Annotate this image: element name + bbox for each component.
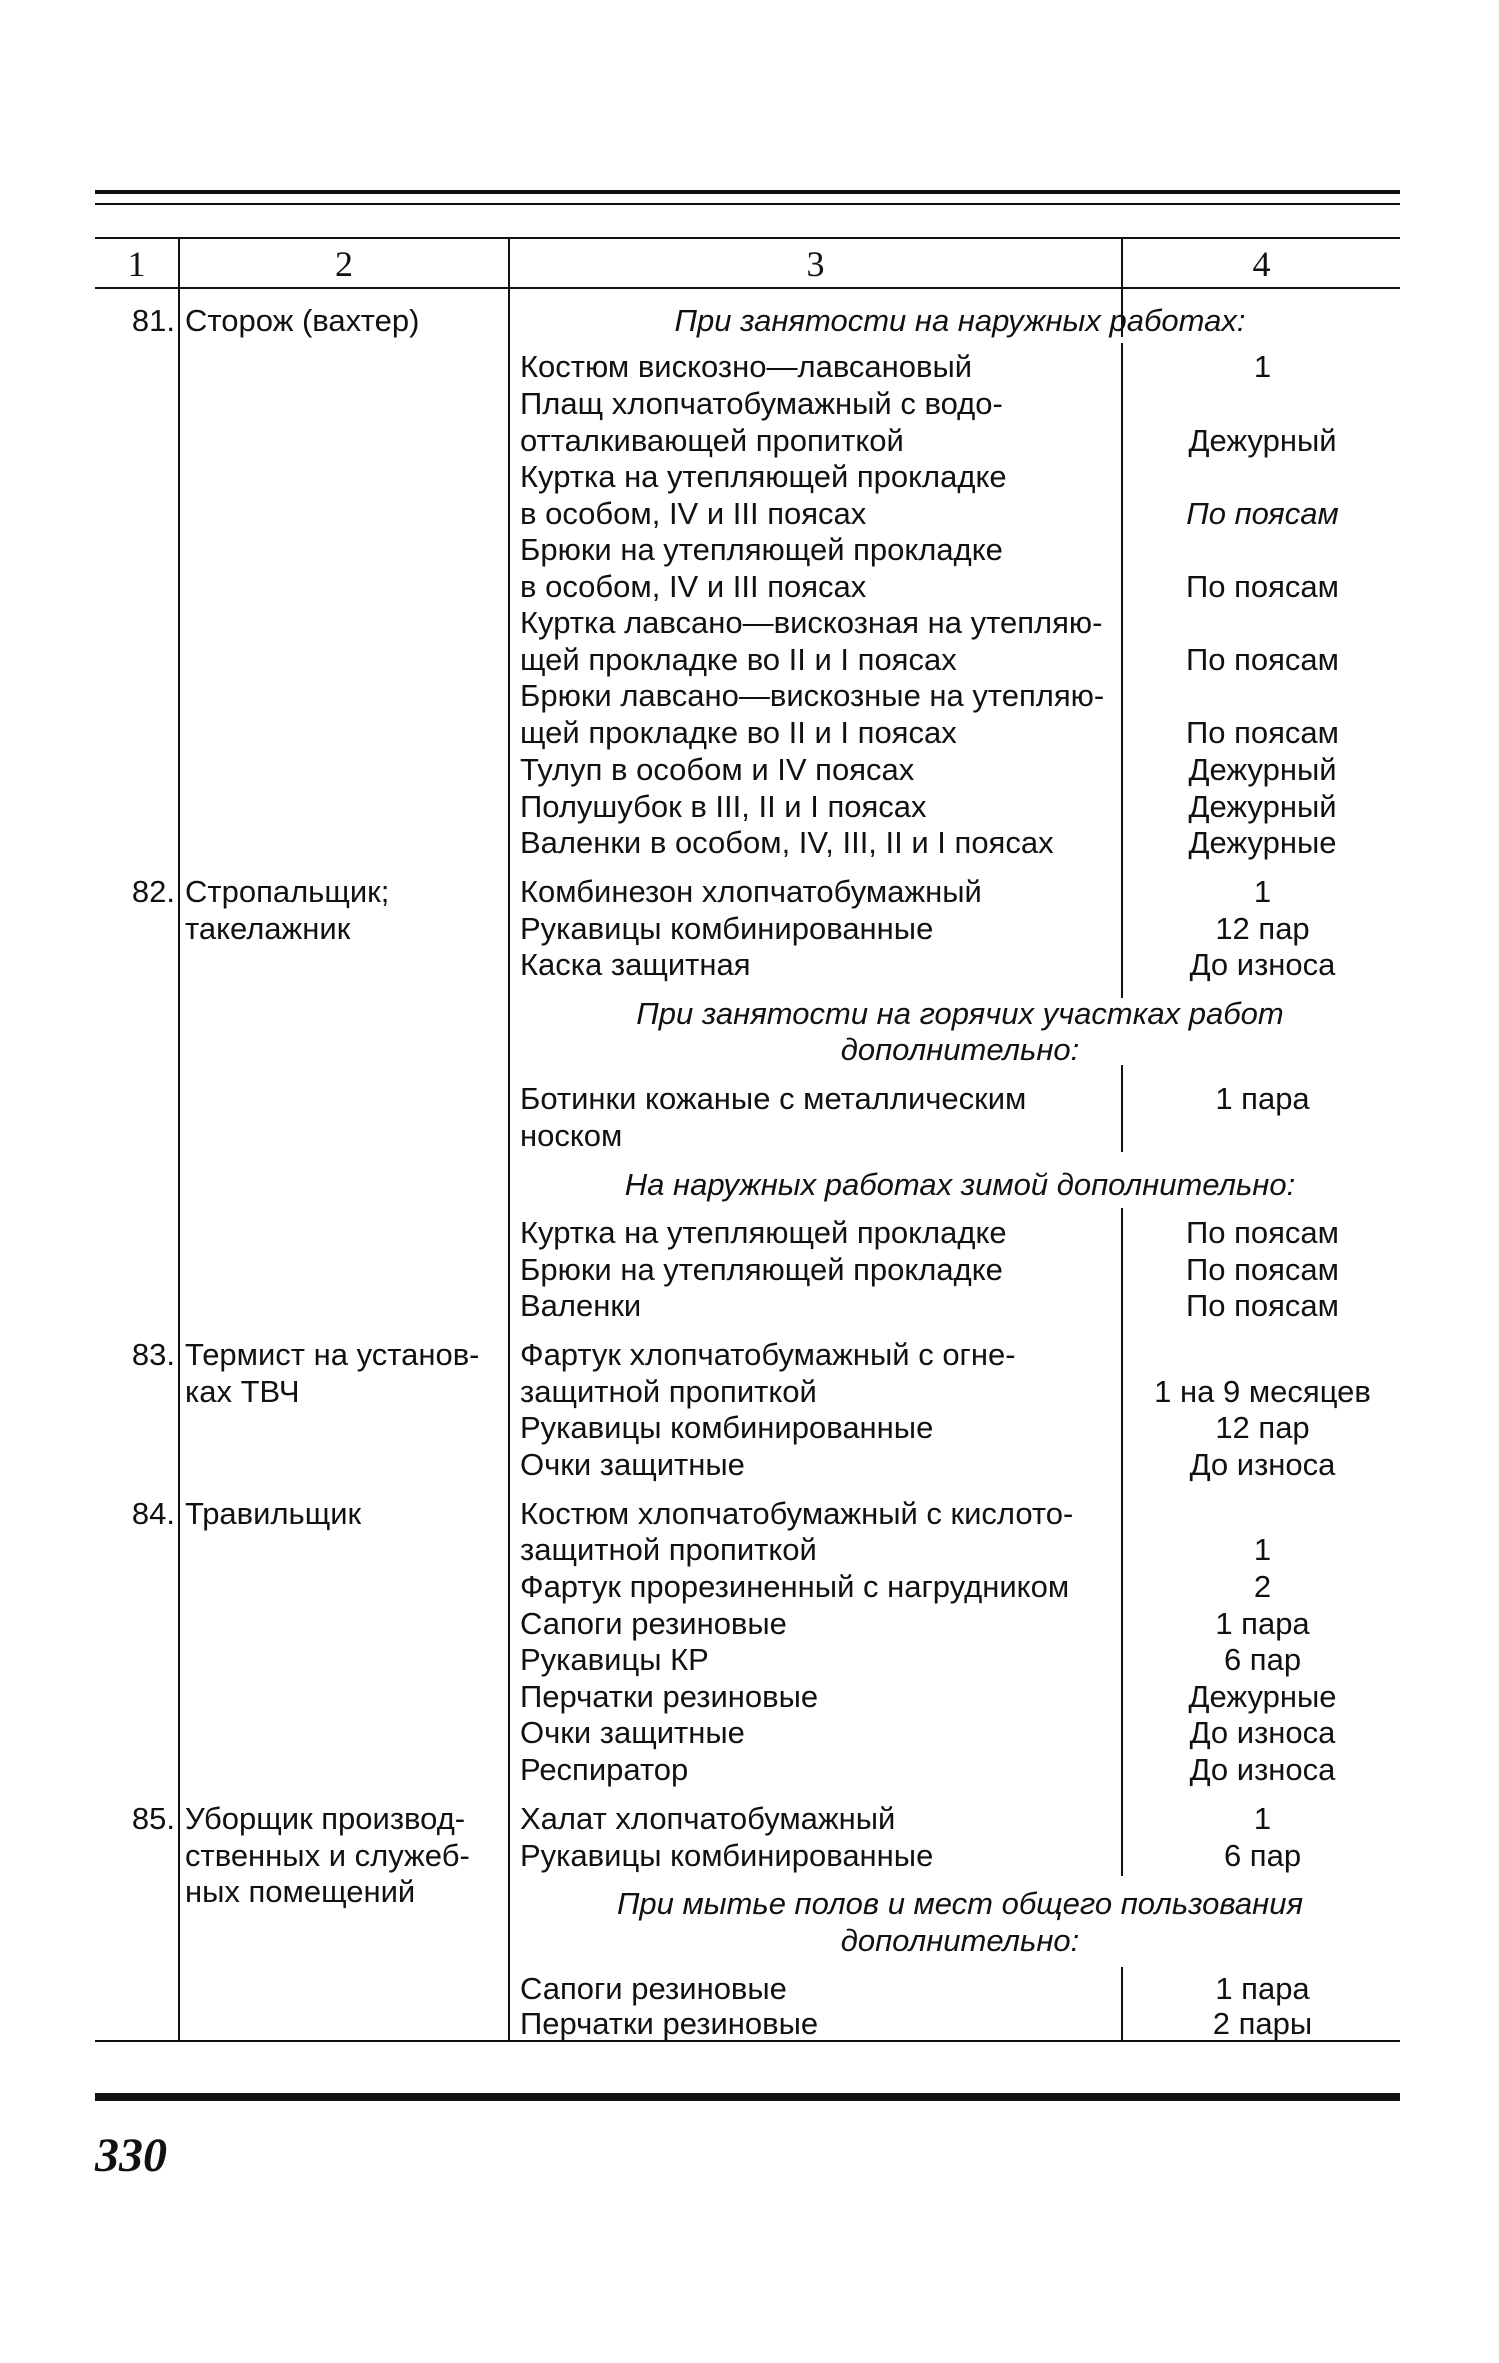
page-number: 330 xyxy=(95,2129,167,2182)
item-line: Куртка на утепляющей прокладке xyxy=(520,459,1007,494)
profession: ках ТВЧ xyxy=(185,1374,300,1409)
item-quantity: По поясам xyxy=(1185,569,1339,604)
item-quantity: До износа xyxy=(1189,1715,1336,1750)
item-line: Перчатки резиновые xyxy=(520,1679,819,1714)
item-line: в особом, IV и III поясах xyxy=(520,569,867,604)
item-line: Комбинезон хлопчатобумажный xyxy=(520,874,982,909)
profession: такелажник xyxy=(185,911,351,946)
item-line: защитной пропиткой xyxy=(520,1532,817,1567)
item-line: Полушубок в III, II и I поясах xyxy=(520,789,927,824)
profession: Сторож (вахтер) xyxy=(185,303,420,338)
item-line: Костюм хлопчатобумажный с кислото- xyxy=(520,1496,1074,1531)
item-quantity: 2 пары xyxy=(1212,2006,1313,2041)
profession: Термист на установ- xyxy=(185,1337,480,1372)
col-divider-3 xyxy=(1121,1065,1123,1152)
profession: ных помещений xyxy=(185,1874,416,1909)
condition-note: дополнительно: xyxy=(840,1923,1080,1958)
item-line: Куртка на утепляющей прокладке xyxy=(520,1215,1007,1250)
item-quantity: До износа xyxy=(1189,947,1336,982)
item-quantity: 1 xyxy=(1253,349,1272,384)
item-quantity: 1 xyxy=(1253,874,1272,909)
item-line: Фартук хлопчатобумажный с огне- xyxy=(520,1337,1016,1372)
header-col-3: 3 xyxy=(806,244,825,284)
col-divider-2 xyxy=(508,237,510,2042)
item-line: Ботинки кожаные с металлическим xyxy=(520,1081,1027,1116)
row-number: 82. xyxy=(131,874,175,909)
item-line: отталкивающей пропиткой xyxy=(520,423,904,458)
row-number: 84. xyxy=(131,1496,175,1531)
item-line: Сапоги резиновые xyxy=(520,1606,787,1641)
item-line: Перчатки резиновые xyxy=(520,2006,819,2041)
condition-note: дополнительно: xyxy=(840,1032,1080,1067)
profession: Травильщик xyxy=(185,1496,362,1531)
header-col-4: 4 xyxy=(1252,244,1271,284)
col-divider-3 xyxy=(1121,1967,1123,2042)
item-quantity: По поясам xyxy=(1185,642,1339,677)
header-col-2: 2 xyxy=(335,244,353,284)
item-line: Брюки на утепляющей прокладке xyxy=(520,1252,1003,1287)
page-bottom-rule xyxy=(95,2093,1400,2101)
item-quantity: 2 xyxy=(1253,1569,1272,1604)
item-quantity: 1 xyxy=(1253,1532,1272,1567)
item-quantity: По поясам xyxy=(1185,1252,1339,1287)
item-quantity: 6 пар xyxy=(1223,1642,1302,1677)
col-divider-1 xyxy=(178,237,180,2042)
item-quantity: Дежурные xyxy=(1188,1679,1337,1714)
condition-note: При занятости на наружных работах: xyxy=(674,303,1246,338)
col-divider-3 xyxy=(1121,343,1123,998)
item-line: в особом, IV и III поясах xyxy=(520,496,867,531)
item-line: Костюм вискозно—лавсановый xyxy=(520,349,973,384)
row-number: 81. xyxy=(131,303,175,338)
item-quantity: До износа xyxy=(1189,1447,1336,1482)
item-quantity: 12 пар xyxy=(1215,1410,1310,1445)
item-line: Рукавицы комбинированные xyxy=(520,911,934,946)
item-line: Рукавицы КР xyxy=(520,1642,709,1677)
item-line: Валенки в особом, IV, III, II и I поясах xyxy=(520,825,1054,860)
item-quantity: По поясам xyxy=(1185,715,1339,750)
item-line: носком xyxy=(520,1118,623,1153)
item-quantity: Дежурные xyxy=(1188,825,1337,860)
item-quantity: По поясам xyxy=(1185,1215,1339,1250)
profession: Стропальщик; xyxy=(185,874,390,909)
item-quantity: 1 xyxy=(1253,1801,1272,1836)
item-quantity: 1 пара xyxy=(1215,1081,1310,1116)
col-divider-3 xyxy=(1121,1208,1123,1876)
item-line: Рукавицы комбинированные xyxy=(520,1410,934,1445)
profession: Уборщик производ- xyxy=(185,1801,466,1836)
item-quantity: Дежурный xyxy=(1188,789,1337,824)
item-line: Фартук прорезиненный с нагрудником xyxy=(520,1569,1070,1604)
item-quantity: 1 пара xyxy=(1215,1606,1310,1641)
item-line: Респиратор xyxy=(520,1752,689,1787)
item-line: Валенки xyxy=(520,1288,642,1323)
item-quantity: До износа xyxy=(1189,1752,1336,1787)
item-quantity: 12 пар xyxy=(1215,911,1310,946)
item-line: Брюки лавсано—вискозные на утепляю- xyxy=(520,678,1105,713)
item-line: щей прокладке во II и I поясах xyxy=(520,715,957,750)
profession: ственных и служеб- xyxy=(185,1838,470,1873)
item-line: Сапоги резиновые xyxy=(520,1971,787,2006)
item-line: защитной пропиткой xyxy=(520,1374,817,1409)
item-quantity: По поясам xyxy=(1186,496,1339,531)
header-col-1: 1 xyxy=(127,244,146,284)
header-bottom-rule xyxy=(95,287,1400,289)
item-line: Куртка лавсано—вискозная на утепляю- xyxy=(520,605,1103,640)
item-quantity: По поясам xyxy=(1185,1288,1339,1323)
item-line: Очки защитные xyxy=(520,1447,745,1482)
header-top-rule xyxy=(95,237,1400,239)
row-number: 85. xyxy=(131,1801,175,1836)
condition-note: На наружных работах зимой дополнительно: xyxy=(624,1167,1296,1202)
row-number: 83. xyxy=(131,1337,175,1372)
top-rule-2 xyxy=(95,203,1400,205)
item-quantity: Дежурный xyxy=(1188,752,1337,787)
item-line: Плащ хлопчатобумажный с водо- xyxy=(520,386,1003,421)
condition-note: При мытье полов и мест общего пользования xyxy=(616,1886,1304,1921)
item-quantity: 1 на 9 месяцев xyxy=(1154,1374,1371,1409)
item-line: щей прокладке во II и I поясах xyxy=(520,642,957,677)
item-quantity: Дежурный xyxy=(1188,423,1337,458)
item-quantity: 6 пар xyxy=(1223,1838,1302,1873)
item-line: Каска защитная xyxy=(520,947,751,982)
item-quantity: 1 пара xyxy=(1215,1971,1310,2006)
item-line: Рукавицы комбинированные xyxy=(520,1838,934,1873)
item-line: Тулуп в особом и IV поясах xyxy=(520,752,915,787)
top-rule-1 xyxy=(95,190,1400,194)
condition-note: При занятости на горячих участках работ xyxy=(636,996,1284,1031)
item-line: Брюки на утепляющей прокладке xyxy=(520,532,1003,567)
item-line: Халат хлопчатобумажный xyxy=(520,1801,896,1836)
item-line: Очки защитные xyxy=(520,1715,745,1750)
